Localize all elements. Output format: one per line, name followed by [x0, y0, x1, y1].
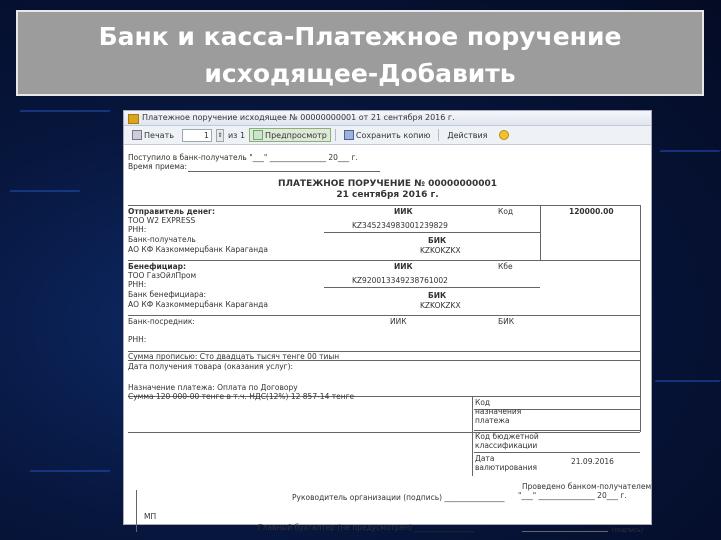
bank-sign-line [522, 531, 608, 532]
director-signature-line: Руководитель организации (подпись) ________________ [292, 493, 505, 502]
value-date-label: Дата [475, 454, 495, 463]
save-label: Сохранить копию [355, 130, 431, 140]
preview-icon [253, 130, 263, 140]
value-date: 21.09.2016 [571, 457, 614, 466]
print-label: Печать [144, 130, 174, 140]
document-icon [128, 114, 139, 124]
payment-purpose: Назначение платежа: Оплата по Договору [128, 383, 298, 392]
table-border [324, 232, 540, 233]
table-border [474, 430, 640, 431]
window-title: Платежное поручение исходящее № 00000000001 от 21 сентября 2016 г. [142, 113, 455, 122]
intermediary-bik: БИК [498, 317, 515, 326]
table-border [128, 432, 640, 433]
budget-code-label: Код бюджетной [475, 432, 539, 441]
beneficiary-iik: KZ920013349238761002 [352, 276, 448, 285]
sender-iik: KZ345234983001239829 [352, 221, 448, 230]
bank-sender-bik: KZKOKZKX [420, 246, 461, 255]
received-line: Поступило в банк-получатель "___" _______________ 20___ г. [128, 153, 358, 162]
intermediary-label: Банк-посредник: [128, 317, 195, 326]
table-border [472, 396, 473, 476]
beneficiary-label: Бенефициар: [128, 262, 187, 271]
save-icon [344, 130, 354, 140]
bank-sign-caption: (подпись) [612, 527, 644, 534]
payment-code-label-2: назначения [475, 407, 522, 416]
iik-header: ИИК [394, 207, 413, 216]
actions-label: Действия [447, 130, 488, 140]
toolbar-separator [335, 129, 336, 141]
bank-sender-label: Банк-получатель [128, 235, 196, 244]
document-heading: ПЛАТЕЖНОЕ ПОРУЧЕНИЕ № 00000000001 [277, 179, 498, 189]
payment-purpose-sum: Сумма 120 000-00 тенге в т.ч. НДС(12%) 12 857-14 тенге [128, 392, 355, 401]
amount-value: 120000.00 [569, 207, 614, 216]
stamp-frame [136, 490, 137, 532]
slide-title [16, 10, 704, 96]
delivery-date-label: Дата получения товара (оказания услуг): [128, 362, 294, 371]
bank-processed-label: Проведено банком-получателем [522, 482, 652, 491]
benef-rnn-label: РНН: [128, 280, 147, 289]
table-border [474, 452, 640, 453]
page-spinner[interactable]: ⇕ [216, 129, 224, 142]
budget-code-label-2: классификации [475, 441, 538, 450]
table-border [128, 315, 640, 316]
actions-button[interactable] [443, 129, 491, 142]
sender-label: Отправитель денег: [128, 207, 215, 216]
benef-bik-header: БИК [428, 291, 447, 300]
benef-iik-header: ИИК [394, 262, 413, 271]
sender-name: ТОО W2 EXPRESS [128, 216, 196, 225]
toolbar-separator [438, 129, 439, 141]
bank-benef-label: Банк бенефициара: [128, 290, 207, 299]
code-header: Код [498, 207, 514, 216]
table-border [640, 205, 641, 432]
background-stripe [654, 380, 721, 382]
kbe-header: Кбе [498, 262, 513, 271]
time-label: Время приема: [128, 162, 188, 171]
table-border [128, 260, 640, 261]
preview-label: Предпросмотр [265, 130, 327, 140]
beneficiary-name: ТОО ГазОйлПром [128, 271, 197, 280]
table-border [128, 205, 640, 206]
table-border [324, 287, 540, 288]
help-button[interactable] [495, 128, 513, 142]
window-titlebar [124, 111, 651, 126]
intermediary-rnn-label: РНН: [128, 335, 147, 344]
stamp-label: МП [144, 512, 157, 521]
slide-title-line2: исходящее-Добавить [204, 59, 516, 88]
slide-title-line1: Банк и касса-Платежное поручение [98, 22, 622, 51]
accountant-signature-line: Главный бухгалтер (не предусмотрен) ________________ [258, 523, 475, 532]
document-date: 21 сентября 2016 г. [336, 190, 439, 200]
time-underline [188, 171, 380, 172]
bik-header: БИК [428, 236, 447, 245]
amount-in-words: Сумма прописью: Сто двадцать тысяч тенге 00 тиын [128, 352, 340, 361]
intermediary-iik: ИИК [390, 317, 407, 326]
payment-code-label: Код [475, 398, 491, 407]
toolbar [124, 126, 651, 145]
bank-sender-name: АО КФ Казкоммерцбанк Караганда [128, 245, 268, 254]
background-stripe [9, 190, 81, 192]
background-stripe [29, 470, 111, 472]
table-border [540, 205, 541, 260]
payment-code-label-3: платежа [475, 416, 510, 425]
printer-icon [132, 130, 142, 140]
page-total: из 1 [227, 130, 246, 140]
bank-benef-bik: KZKOKZKX [420, 301, 461, 310]
help-icon [499, 130, 509, 140]
background-stripe [19, 110, 111, 112]
bank-benef-name: АО КФ Казкоммерцбанк Караганда [128, 300, 268, 309]
value-date-label-2: валютирования [475, 463, 538, 472]
preview-button[interactable] [249, 128, 331, 142]
sender-rnn-label: РНН: [128, 225, 147, 234]
payment-order-window [123, 110, 652, 534]
background-stripe [659, 150, 721, 152]
save-copy-button[interactable] [340, 128, 434, 142]
bank-processed-date: "___" _______________ 20___ г. [518, 491, 627, 500]
print-button[interactable] [128, 128, 178, 142]
page-input[interactable]: 1 [182, 129, 212, 142]
